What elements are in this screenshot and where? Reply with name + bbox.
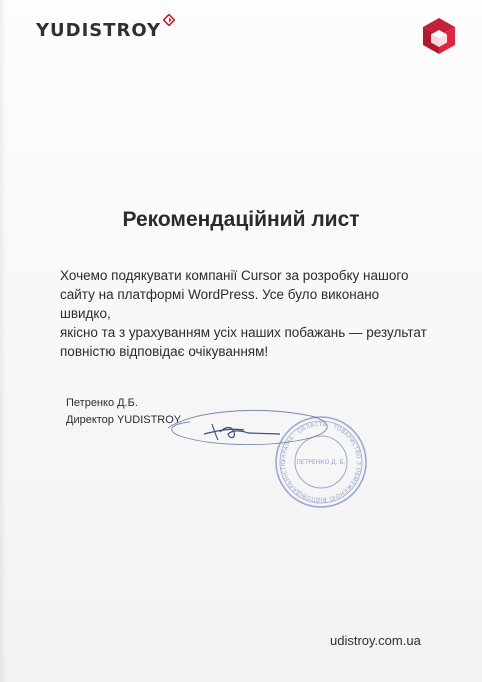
signer-position: Директор YUDISTROY bbox=[66, 414, 182, 426]
brand-wordmark: YUDISTROY bbox=[36, 20, 162, 41]
body-line: Хочемо подякувати компанії Cursor за розробку нашого bbox=[60, 268, 409, 283]
letter-body bbox=[60, 266, 430, 361]
stamp-ring-text: УКРАЇНА · ОБЛАСТЬ · ТОВАРИСТВО З ОБМЕЖЕНОЮ ВІДПОВІДАЛЬНІСТЮ bbox=[280, 421, 362, 503]
brand-diamond-icon bbox=[163, 14, 175, 26]
signer-name: Петренко Д.Б. bbox=[66, 397, 138, 409]
body-line: сайту на платформі WordPress. Усе було виконано швидко, bbox=[60, 287, 380, 321]
body-line: якісно та з урахуванням усіх наших побажань — результат bbox=[60, 325, 427, 340]
body-line: повністю відповідає очікуванням! bbox=[60, 344, 269, 359]
letter-title: Рекомендаційний лист bbox=[122, 208, 360, 231]
brand-logo bbox=[36, 20, 175, 41]
footer-website: udistroy.com.ua bbox=[330, 633, 421, 648]
stamp-center-text: ПЕТРЕНКО Д. Б. bbox=[296, 459, 346, 466]
company-stamp bbox=[273, 414, 369, 510]
yudistroy-cube-logo-icon bbox=[421, 16, 457, 56]
page-edge-shadow bbox=[0, 0, 6, 682]
